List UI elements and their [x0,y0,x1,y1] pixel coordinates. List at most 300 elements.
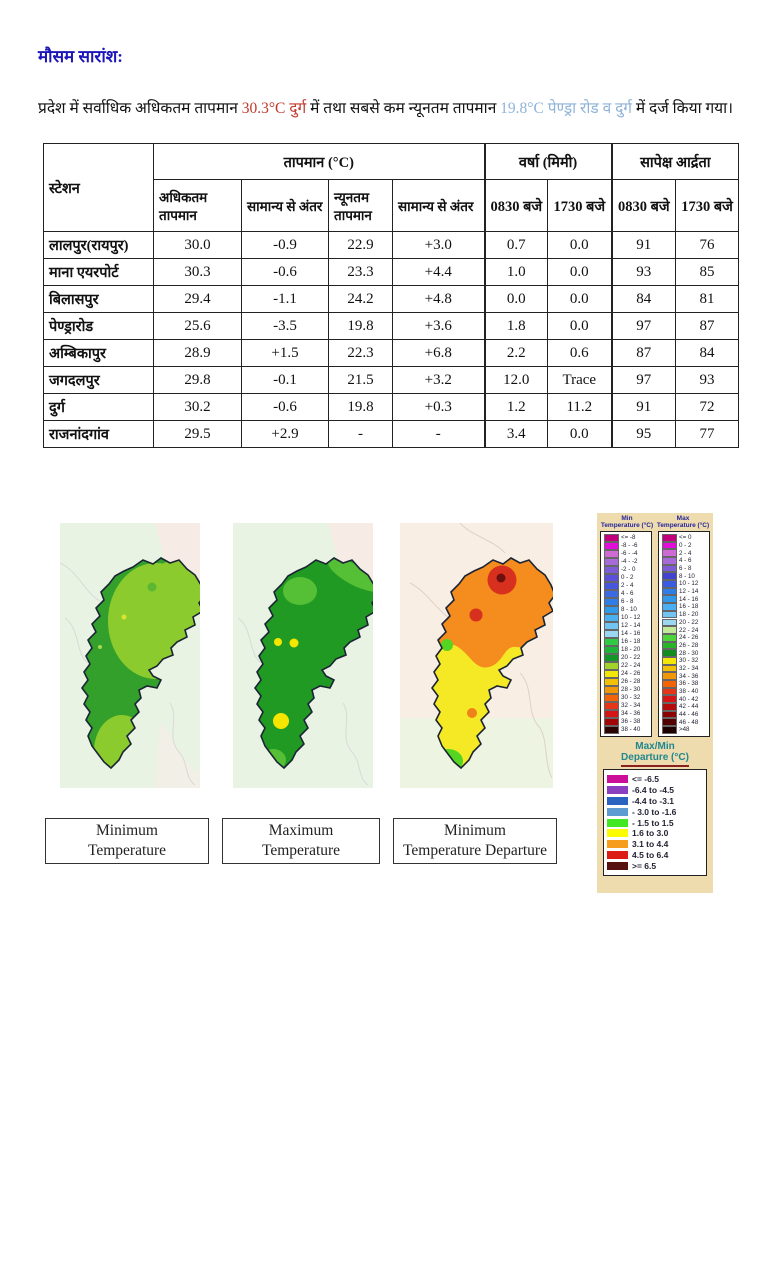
station-name: जगदलपुर [44,367,154,394]
legend-row [660,588,708,596]
temperature-legend-panel [597,513,713,893]
cell: 0.0 [485,286,548,313]
color-swatch [607,851,628,859]
cell: 11.2 [548,394,612,421]
legend-row [607,817,703,828]
weather-data-table [43,143,739,448]
legend-row [660,603,708,611]
color-swatch [607,840,628,848]
cell: 3.4 [485,421,548,448]
header-group-temperature: तापमान (°C) [154,144,485,180]
cell: +0.3 [393,394,485,421]
cell: 97 [612,367,676,394]
color-swatch [662,588,677,596]
cell: 21.5 [329,367,393,394]
color-swatch [662,626,677,634]
caption-line: Temperature [87,842,167,859]
legend-row [602,558,650,566]
legend-row-label: 20 - 22 [621,654,641,662]
color-swatch [662,665,677,673]
cell: 95 [612,421,676,448]
legend-row-label: 14 - 16 [679,595,699,603]
legend-row [660,611,708,619]
legend-row [660,718,708,726]
legend-row-label: 36 - 38 [621,718,641,726]
legend-row-label: 40 - 42 [679,695,699,703]
caption-line: Temperature Departure [403,842,547,859]
legend-row-label: 46 - 48 [679,718,699,726]
color-swatch [662,542,677,550]
cell: 30.3 [154,259,242,286]
caption-line: Minimum [443,821,506,839]
legend-row-label: 34 - 36 [679,672,699,680]
legend-row-label: -8 - -6 [621,542,638,550]
color-swatch [604,534,619,542]
color-swatch [607,819,628,827]
legend-row-label: 4 - 6 [679,557,692,565]
color-swatch [662,688,677,696]
legend-row [660,642,708,650]
color-swatch [662,557,677,565]
legend-row-label: 38 - 40 [679,688,699,696]
table-row [44,232,739,259]
legend-row-label: - 1.5 to 1.5 [632,817,674,828]
legend-row [602,582,650,590]
min-scale-header [599,515,655,530]
legend-row [660,672,708,680]
color-swatch [662,703,677,711]
min-temperature-scale [600,531,652,737]
color-swatch [604,678,619,686]
departure-header-line: Departure (°C) [621,752,689,767]
legend-row-label: 26 - 28 [621,678,641,686]
legend-row [660,657,708,665]
station-name: अम्बिकापुर [44,340,154,367]
color-swatch [662,711,677,719]
legend-row [602,718,650,726]
cell: 29.5 [154,421,242,448]
color-swatch [662,580,677,588]
color-swatch [662,718,677,726]
legend-row-label: 10 - 12 [621,614,641,622]
header-max-temp: अधिकतम तापमान [154,180,242,232]
minimum-temperature-map [60,523,200,788]
color-swatch [607,829,628,837]
cell: +2.9 [242,421,329,448]
legend-row [602,710,650,718]
table-group-header-row [44,144,739,180]
legend-row-label: 32 - 34 [679,664,699,672]
color-swatch [662,634,677,642]
header-station: स्टेशन [44,144,154,232]
legend-row-label: 12 - 14 [679,588,699,596]
legend-row-label: -6 - -4 [621,550,638,558]
color-swatch [604,614,619,622]
color-swatch [604,718,619,726]
legend-row [602,534,650,542]
header-dev-normal-1: सामान्य से अंतर [242,180,329,232]
legend-row [602,654,650,662]
cell: 22.9 [329,232,393,259]
page-title: मौसम सारांश: [38,47,123,66]
legend-row [660,680,708,688]
color-swatch [604,646,619,654]
cell: 76 [676,232,739,259]
color-swatch [662,695,677,703]
cell: -3.5 [242,313,329,340]
legend-row-label: <= -8 [621,534,636,542]
legend-row-label: 22 - 24 [679,626,699,634]
legend-row-label: 16 - 18 [679,603,699,611]
header-min-temp: न्यूनतम तापमान [329,180,393,232]
color-swatch [662,534,677,542]
color-swatch [662,726,677,734]
legend-row-label: 14 - 16 [621,630,641,638]
legend-row [602,622,650,630]
legend-row [660,557,708,565]
cell: 84 [612,286,676,313]
table-row [44,313,739,340]
color-swatch [607,797,628,805]
color-swatch [662,595,677,603]
color-swatch [604,726,619,734]
legend-row-label: >48 [679,726,690,734]
min-scale-header-line: Min [621,515,633,522]
departure-header-line: Max/Min [635,740,675,752]
legend-row [602,702,650,710]
legend-row [602,606,650,614]
cell: 72 [676,394,739,421]
max-scale-header-line: Max [676,515,690,522]
legend-row [660,580,708,588]
legend-row-label: 24 - 26 [621,670,641,678]
cell: 0.0 [548,313,612,340]
legend-row-label: >= 6.5 [632,860,657,871]
max-temperature-scale [658,531,710,737]
legend-row [660,542,708,550]
legend-row [602,542,650,550]
station-name: राजनांदगांव [44,421,154,448]
color-swatch [662,549,677,557]
cell: +6.8 [393,340,485,367]
legend-row [602,662,650,670]
legend-row [602,646,650,654]
legend-row [660,565,708,573]
color-swatch [604,694,619,702]
color-swatch [662,642,677,650]
header-group-rainfall: वर्षा (मिमी) [485,144,612,180]
cell: 23.3 [329,259,393,286]
caption-line: Maximum [268,821,334,839]
legend-row-label: 8 - 10 [621,606,637,614]
legend-row [660,619,708,627]
cell: 93 [612,259,676,286]
legend-row-label: 2 - 4 [621,582,634,590]
legend-row-label: 42 - 44 [679,703,699,711]
legend-row [602,686,650,694]
legend-row [660,572,708,580]
legend-row-label: 1.6 to 3.0 [632,828,669,839]
legend-row-label: 16 - 18 [621,638,641,646]
color-swatch [662,672,677,680]
legend-row [602,590,650,598]
legend-row-label: 8 - 10 [679,572,695,580]
color-swatch [607,862,628,870]
cell: -0.9 [242,232,329,259]
table-row [44,421,739,448]
legend-row-label: 20 - 22 [679,618,699,626]
maximum-temperature-map [233,523,373,788]
cell: 0.6 [548,340,612,367]
legend-row [607,806,703,817]
cell: +3.6 [393,313,485,340]
legend-row-label: 12 - 14 [621,622,641,630]
legend-row-label: 4.5 to 6.4 [632,849,669,860]
cell: 77 [676,421,739,448]
legend-row-label: <= 0 [679,534,692,542]
header-dev-normal-2: सामान्य से अंतर [393,180,485,232]
cell: 87 [612,340,676,367]
legend-row [660,626,708,634]
table-row [44,394,739,421]
cell: -0.1 [242,367,329,394]
caption-line: Minimum [95,821,158,839]
legend-row-label: 18 - 20 [679,611,699,619]
cell: 0.0 [548,259,612,286]
max-scale-header [655,515,711,530]
legend-row [607,850,703,861]
caption-minimum-temperature-departure [393,818,557,864]
cell: 85 [676,259,739,286]
cell: 28.9 [154,340,242,367]
station-name: पेण्ड्रारोड [44,313,154,340]
color-swatch [604,574,619,582]
legend-row [607,774,703,785]
legend-row-label: 10 - 12 [679,580,699,588]
cell: +3.0 [393,232,485,259]
color-swatch [662,572,677,580]
legend-row-label: 36 - 38 [679,680,699,688]
color-swatch [604,630,619,638]
header-rain-0830: 0830 बजे [485,180,548,232]
cell: -0.6 [242,394,329,421]
min-scale-header-line: Temperature (°C) [600,522,654,530]
caption-minimum-temperature [45,818,209,864]
station-name: लालपुर(रायपुर) [44,232,154,259]
cell: 29.8 [154,367,242,394]
color-swatch [662,611,677,619]
legend-row-label: 0 - 2 [679,541,692,549]
legend-row [607,796,703,807]
color-swatch [662,619,677,627]
legend-row [602,598,650,606]
legend-row [602,638,650,646]
station-name: दुर्ग [44,394,154,421]
min-temp-highlight: 19.8°C पेण्ड्रा रोड व दुर्ग [500,100,633,117]
legend-row [602,678,650,686]
max-temp-highlight: 30.3°C दुर्ग [241,100,307,117]
legend-row-label: -6.4 to -4.5 [632,785,675,796]
color-swatch [604,550,619,558]
color-swatch [604,598,619,606]
cell: +4.4 [393,259,485,286]
color-swatch [604,590,619,598]
cell: - [393,421,485,448]
legend-row [660,649,708,657]
cell: +3.2 [393,367,485,394]
color-swatch [604,582,619,590]
legend-row [602,550,650,558]
cell: 30.2 [154,394,242,421]
table-row [44,367,739,394]
color-swatch [604,686,619,694]
legend-row-label: 2 - 4 [679,549,692,557]
legend-row-label: 0 - 2 [621,574,634,582]
departure-scale-header [597,741,713,767]
color-swatch [662,649,677,657]
cell: 19.8 [329,394,393,421]
cell: 25.6 [154,313,242,340]
cell: 29.4 [154,286,242,313]
legend-row [660,634,708,642]
cell: 0.7 [485,232,548,259]
minimum-temperature-departure-map [400,523,553,788]
legend-row-label: 3.1 to 4.4 [632,839,669,850]
weather-summary-paragraph [38,96,753,118]
legend-row-label: <= -6.5 [632,774,659,785]
legend-row [660,711,708,719]
header-group-humidity: सापेक्ष आर्द्रता [612,144,739,180]
legend-row [660,688,708,696]
color-swatch [604,702,619,710]
cell: 97 [612,313,676,340]
color-swatch [604,638,619,646]
station-name: बिलासपुर [44,286,154,313]
max-scale-header-line: Temperature (°C) [656,522,710,530]
cell: 0.0 [548,232,612,259]
cell: 84 [676,340,739,367]
table-row [44,340,739,367]
legend-row [602,726,650,734]
cell: 93 [676,367,739,394]
color-swatch [604,566,619,574]
legend-row-label: 32 - 34 [621,702,641,710]
color-swatch [662,603,677,611]
color-swatch [662,657,677,665]
legend-row [602,574,650,582]
legend-row [607,839,703,850]
legend-headers [597,513,713,531]
cell: +4.8 [393,286,485,313]
cell: 1.8 [485,313,548,340]
legend-row-label: 26 - 28 [679,641,699,649]
summary-text-3: में दर्ज किया गया। [632,100,734,117]
legend-row-label: 30 - 32 [679,657,699,665]
legend-row [602,694,650,702]
legend-row [602,566,650,574]
table-row [44,259,739,286]
color-swatch [604,606,619,614]
color-swatch [604,654,619,662]
color-swatch [607,808,628,816]
color-swatch [604,662,619,670]
cell: 12.0 [485,367,548,394]
legend-row-label: 44 - 46 [679,711,699,719]
legend-row-label: 18 - 20 [621,646,641,654]
legend-row-label: 34 - 36 [621,710,641,718]
legend-row [660,534,708,542]
caption-line: Temperature [261,842,341,859]
cell: 22.3 [329,340,393,367]
color-swatch [604,542,619,550]
legend-row-label: 22 - 24 [621,662,641,670]
cell: 2.2 [485,340,548,367]
color-swatch [662,680,677,688]
header-rain-1730: 1730 बजे [548,180,612,232]
cell: -1.1 [242,286,329,313]
cell: 24.2 [329,286,393,313]
cell: 87 [676,313,739,340]
cell: 91 [612,394,676,421]
legend-row [607,860,703,871]
color-swatch [604,710,619,718]
legend-row-label: 4 - 6 [621,590,634,598]
color-swatch [604,558,619,566]
color-swatch [607,786,628,794]
legend-row-label: 38 - 40 [621,726,641,734]
cell: 19.8 [329,313,393,340]
legend-row-label: 6 - 8 [679,565,692,573]
cell: 1.0 [485,259,548,286]
summary-text-2: में तथा सबसे कम न्यूनतम तापमान [306,100,501,117]
legend-row [660,665,708,673]
header-hum-0830: 0830 बजे [612,180,676,232]
legend-row [602,630,650,638]
header-hum-1730: 1730 बजे [676,180,739,232]
legend-row-label: 30 - 32 [621,694,641,702]
legend-row [660,595,708,603]
cell: +1.5 [242,340,329,367]
legend-row-label: -4.4 to -3.1 [632,795,675,806]
legend-row-label: -2 - 0 [621,566,636,574]
color-swatch [604,670,619,678]
cell: -0.6 [242,259,329,286]
caption-maximum-temperature [222,818,380,864]
cell: 91 [612,232,676,259]
legend-row-label: 28 - 30 [621,686,641,694]
legend-row [602,614,650,622]
legend-row [660,695,708,703]
color-swatch [662,565,677,573]
station-name: माना एयरपोर्ट [44,259,154,286]
summary-text-1: प्रदेश में सर्वाधिक अधिकतम तापमान [38,100,242,117]
cell: 0.0 [548,421,612,448]
cell: Trace [548,367,612,394]
departure-scale [603,769,707,876]
legend-row [607,785,703,796]
legend-row-label: 28 - 30 [679,649,699,657]
color-swatch [604,622,619,630]
cell: 30.0 [154,232,242,259]
legend-row [660,549,708,557]
legend-row-label: -4 - -2 [621,558,638,566]
legend-row-label: 6 - 8 [621,598,634,606]
table-row [44,286,739,313]
cell: 0.0 [548,286,612,313]
legend-row [602,670,650,678]
legend-scales [597,531,713,737]
legend-row [607,828,703,839]
